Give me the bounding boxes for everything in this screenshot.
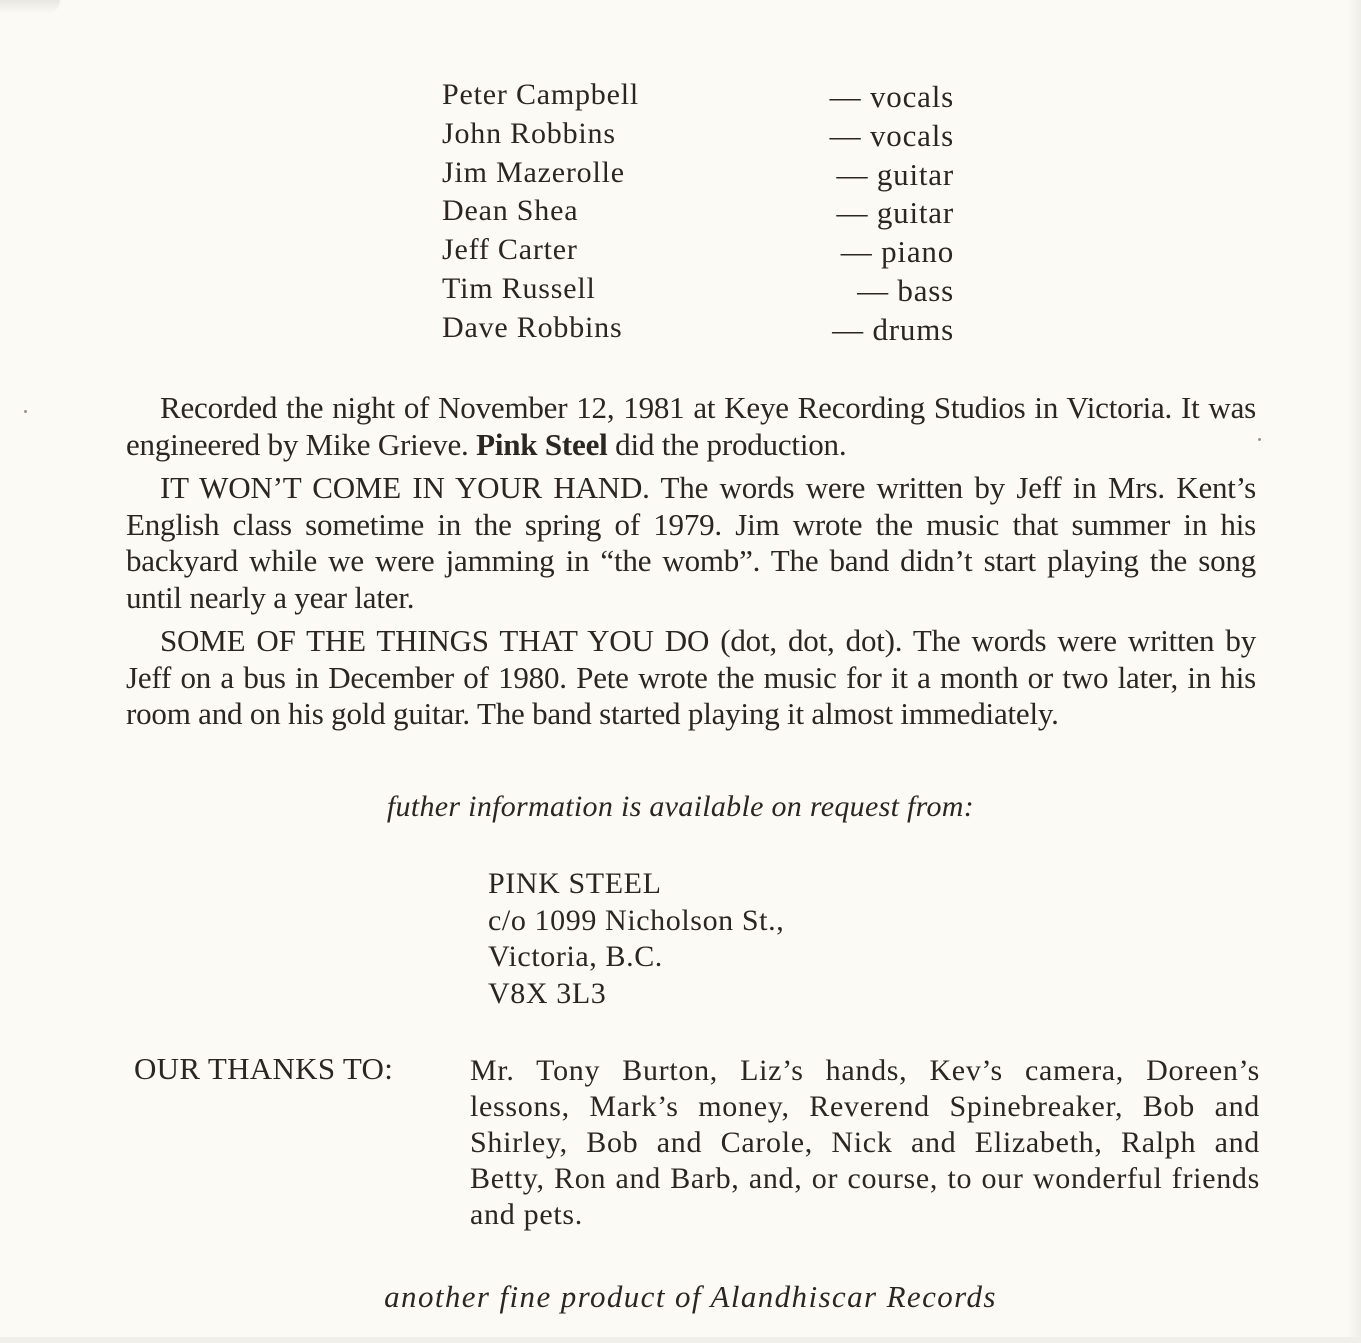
speck [1258,438,1261,441]
thanks-text: Mr. Tony Burton, Liz’s hands, Kev’s camera, Doreen’s lessons, Mark’s money, Reverend Spinebreaker, Bob and Shirley, Bob and Carole, Nick and Elizabeth, Ralph and Betty, Ron and Barb, and, or course, to our wonderful friends and pets. [470,1054,1260,1231]
member-name: John Robbins [442,116,616,150]
band-name: Pink Steel [476,426,608,462]
member-role: — drums [832,311,954,347]
paper-edge-right [1347,0,1361,1343]
address-line: Victoria, B.C. [488,940,663,973]
credit-row [442,154,962,193]
member-name: Dean Shea [442,194,579,228]
member-role: — guitar [836,156,954,192]
credit-row [442,270,962,309]
credit-row [442,231,962,270]
address-line: c/o 1099 Nicholson St., [488,903,785,937]
further-info-line: futher information is available on request from: [386,790,975,823]
member-role: — guitar [836,195,954,231]
paper-edge-bottom [0,1337,1361,1343]
credit-row [442,192,962,231]
folded-corner [0,0,60,14]
song-paragraph: SOME OF THE THINGS THAT YOU DO (dot, dot, dot). The words were written by Jeff on a bus in December of 1980. Pete wrote the music for it a month or two later, in his room and on his gold guitar. The band started playing it almost immediately. [126,623,1256,731]
member-name: Jeff Carter [442,233,578,267]
speck [24,410,27,413]
member-role: — vocals [829,79,954,114]
member-name: Peter Campbell [442,78,639,111]
member-name: Dave Robbins [442,310,623,344]
recording-text: Recorded the night of November 12, 1981 at Keye Recording Studios in Victoria. It was engineered by Mike Grieve. [126,390,1256,462]
address-line: V8X 3L3 [488,976,607,1010]
member-role: — vocals [829,117,954,153]
credit-row [442,309,962,348]
contact-address [488,866,784,1012]
band-credits [442,76,962,348]
recording-paragraph [126,390,1256,463]
thanks-label: OUR THANKS TO: [134,1051,394,1086]
member-role: — piano [840,234,954,270]
song-paragraph: IT WON’T COME IN YOUR HAND. The words were written by Jeff in Mrs. Kent’s English class sometime in the spring of 1979. Jim wrote the music that summer in his backyard while we were jamming in “the womb”. The band didn’t start playing the song until nearly a year later. [126,470,1256,615]
member-name: Jim Mazerolle [442,155,625,189]
footer-credit: another fine product of Alandhiscar Records [384,1279,997,1314]
liner-notes [126,390,1256,740]
recording-text-end: did the production. [607,426,847,462]
address-line: PINK STEEL [488,867,662,900]
member-name: Tim Russell [442,271,596,305]
credit-row [442,76,962,115]
credit-row [442,115,962,154]
member-role: — bass [857,272,954,308]
